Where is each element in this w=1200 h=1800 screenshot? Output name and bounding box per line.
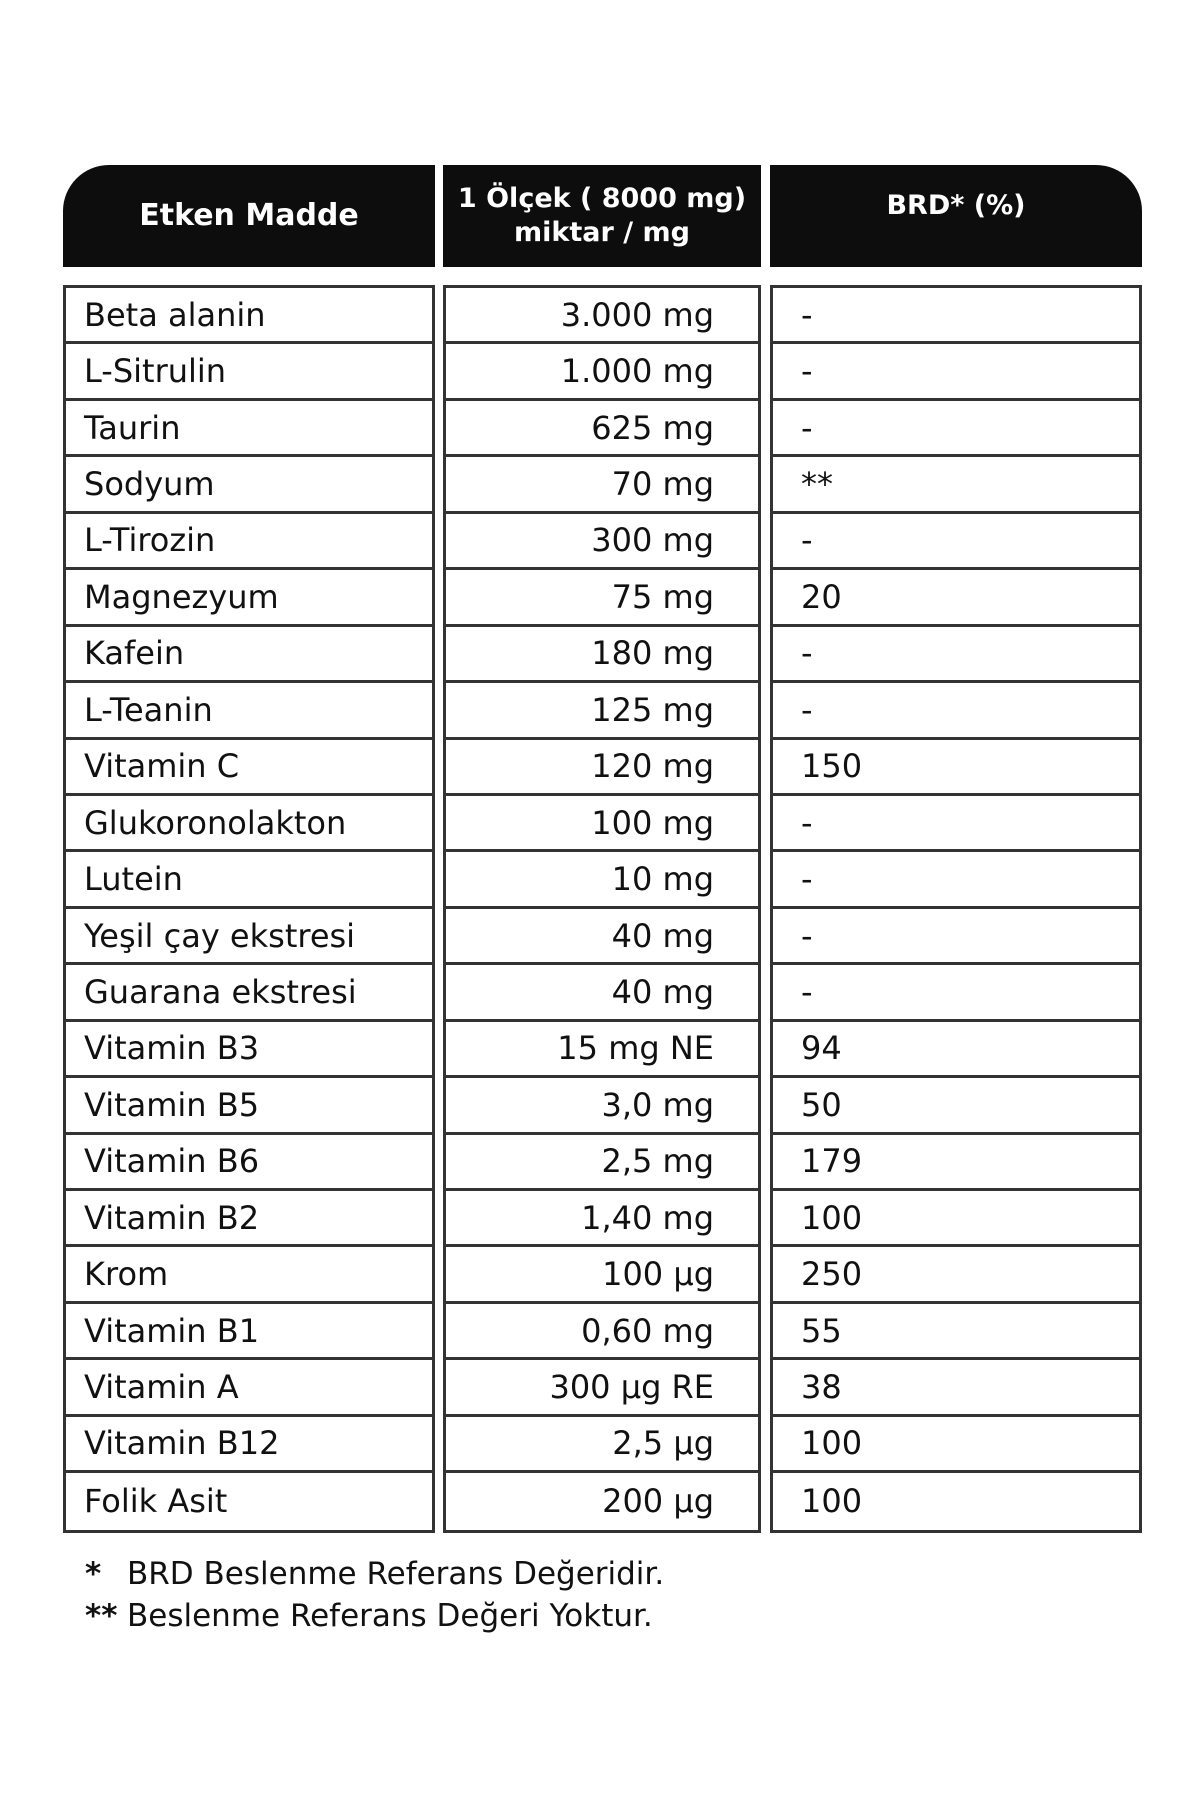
ingredient-name-cell: Kafein — [66, 627, 432, 683]
ingredient-name-cell: Glukoronolakton — [66, 796, 432, 852]
amount-cell: 120 mg — [446, 740, 758, 796]
brd-cell: 150 — [773, 740, 1139, 796]
amount-cell: 10 mg — [446, 852, 758, 908]
ingredient-name-cell: Beta alanin — [66, 288, 432, 344]
brd-cell: 55 — [773, 1304, 1139, 1360]
ingredient-name-cell: Vitamin B3 — [66, 1022, 432, 1078]
amount-cell: 1.000 mg — [446, 344, 758, 400]
ingredient-name-cell: Guarana ekstresi — [66, 965, 432, 1021]
brd-cell: 179 — [773, 1135, 1139, 1191]
header-amount-line1: 1 Ölçek ( 8000 mg) — [457, 183, 747, 214]
amount-cell: 75 mg — [446, 570, 758, 626]
amount-cell: 40 mg — [446, 909, 758, 965]
brd-cell: - — [773, 401, 1139, 457]
ingredient-name-cell: L-Tirozin — [66, 514, 432, 570]
ingredient-name-cell: Lutein — [66, 852, 432, 908]
amount-cell: 100 mg — [446, 796, 758, 852]
ingredient-name-cell: Taurin — [66, 401, 432, 457]
footnote-mark: ** — [85, 1598, 118, 1634]
amount-cell: 125 mg — [446, 683, 758, 739]
amount-cell: 0,60 mg — [446, 1304, 758, 1360]
amount-cell: 300 µg RE — [446, 1360, 758, 1416]
header-brd-label: BRD* (%) — [886, 190, 1026, 221]
amount-cell: 300 mg — [446, 514, 758, 570]
footnote — [85, 1553, 664, 1595]
ingredient-name-cell: L-Teanin — [66, 683, 432, 739]
brd-cell: - — [773, 514, 1139, 570]
header-amount — [443, 165, 761, 267]
brd-cell: - — [773, 796, 1139, 852]
brd-cell: 100 — [773, 1191, 1139, 1247]
brd-cell: - — [773, 627, 1139, 683]
brd-column — [770, 285, 1142, 1533]
amount-cell: 2,5 mg — [446, 1135, 758, 1191]
brd-cell: 50 — [773, 1078, 1139, 1134]
ingredient-name-cell: Vitamin B1 — [66, 1304, 432, 1360]
amount-cell: 70 mg — [446, 457, 758, 513]
brd-cell: - — [773, 344, 1139, 400]
ingredient-name-cell: Vitamin B5 — [66, 1078, 432, 1134]
ingredient-name-cell: Vitamin A — [66, 1360, 432, 1416]
amount-cell: 40 mg — [446, 965, 758, 1021]
ingredient-name-cell: L-Sitrulin — [66, 344, 432, 400]
ingredient-name-cell: Magnezyum — [66, 570, 432, 626]
brd-cell: - — [773, 852, 1139, 908]
ingredient-name-cell: Vitamin B12 — [66, 1417, 432, 1473]
amount-cell: 2,5 µg — [446, 1417, 758, 1473]
header-brd — [770, 165, 1142, 267]
header-active-ingredient — [63, 165, 435, 267]
ingredient-name-column — [63, 285, 435, 1533]
brd-cell: 38 — [773, 1360, 1139, 1416]
amount-cell: 15 mg NE — [446, 1022, 758, 1078]
brd-cell: 100 — [801, 1482, 863, 1521]
amount-cell: 1,40 mg — [446, 1191, 758, 1247]
amount-column — [443, 285, 761, 1533]
header-active-ingredient-label: Etken Madde — [139, 198, 359, 233]
brd-cell: 20 — [773, 570, 1139, 626]
ingredient-name-cell: Krom — [66, 1247, 432, 1303]
footnotes — [85, 1553, 664, 1637]
header-amount-line2: miktar / mg — [514, 217, 690, 248]
brd-cell: - — [773, 683, 1139, 739]
ingredient-name-cell: Vitamin B6 — [66, 1135, 432, 1191]
footnote-text: BRD Beslenme Referans Değeridir. — [127, 1556, 665, 1592]
footnote — [85, 1595, 664, 1637]
brd-cell: 94 — [773, 1022, 1139, 1078]
ingredient-name-cell: Vitamin B2 — [66, 1191, 432, 1247]
brd-cell: - — [773, 965, 1139, 1021]
brd-cell: - — [773, 909, 1139, 965]
amount-cell: 3,0 mg — [446, 1078, 758, 1134]
ingredient-name-cell: Yeşil çay ekstresi — [66, 909, 432, 965]
amount-cell: 3.000 mg — [446, 288, 758, 344]
brd-cell: - — [773, 288, 1139, 344]
footnote-text: Beslenme Referans Değeri Yoktur. — [127, 1598, 653, 1634]
ingredient-name-cell: Folik Asit — [84, 1482, 228, 1521]
amount-cell: 625 mg — [446, 401, 758, 457]
ingredient-name-cell: Sodyum — [66, 457, 432, 513]
brd-cell: ** — [773, 457, 1139, 513]
ingredient-name-cell: Vitamin C — [66, 740, 432, 796]
brd-cell: 250 — [773, 1247, 1139, 1303]
footnote-mark: * — [85, 1556, 102, 1592]
amount-cell: 100 µg — [446, 1247, 758, 1303]
amount-cell: 200 µg — [602, 1482, 714, 1521]
brd-cell: 100 — [773, 1417, 1139, 1473]
amount-cell: 180 mg — [446, 627, 758, 683]
